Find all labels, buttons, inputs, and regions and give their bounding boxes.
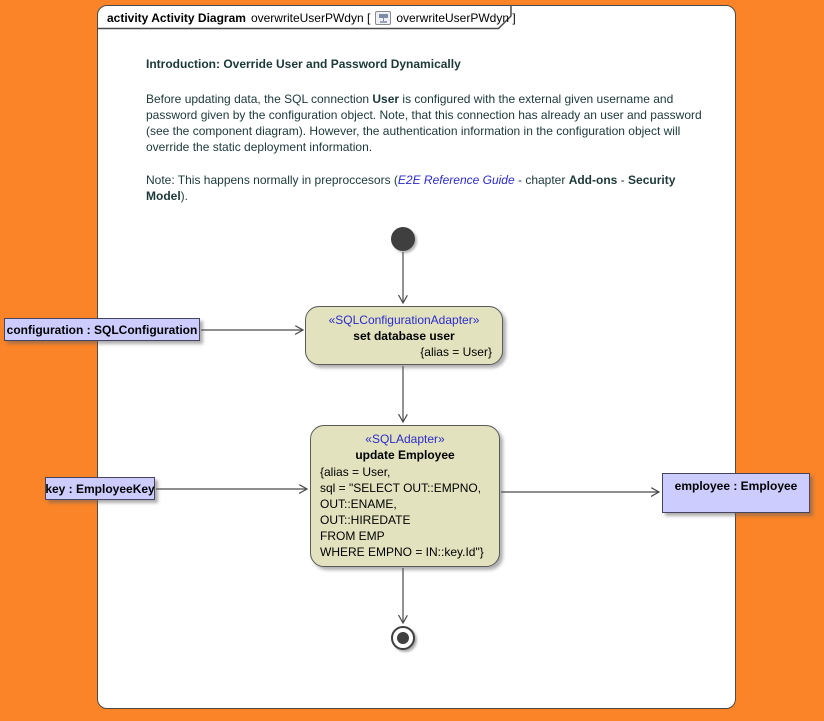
sql-constraint-line: {alias = User, (320, 465, 391, 479)
note-text: Note: This happens normally in preproccesors ( (146, 173, 398, 187)
sql-constraint-line: OUT::HIREDATE (320, 513, 411, 527)
stereotype-label: «SQLAdapter» (365, 432, 445, 446)
final-node-dot (397, 632, 409, 644)
intro-note-paragraph (146, 172, 712, 204)
intro-text-block (146, 56, 712, 221)
sql-constraint-line: OUT::ENAME, (320, 497, 397, 511)
note-text3: - (617, 173, 629, 187)
note-bold-security-model: Security Model (146, 173, 676, 203)
intro-p1-text2: is configured with the external given username and password given by the configuration object. Note, that this connection has already an user and password (see the component diagram). However, the authentication information in the configuration object will override the static deployment information. (146, 92, 702, 154)
action-update-employee[interactable] (310, 425, 500, 567)
intro-paragraph (146, 91, 712, 155)
note-text4: ). (180, 189, 189, 203)
action-set-database-user[interactable] (305, 306, 503, 365)
final-node[interactable] (391, 626, 415, 650)
object-node-label: key : EmployeeKey (45, 481, 155, 496)
sql-constraint-line: sql = "SELECT OUT::EMPNO, (320, 481, 482, 495)
note-text2: - chapter (514, 173, 569, 187)
intro-heading: Introduction: Override User and Password Dynamically (146, 57, 461, 71)
object-node-employee[interactable] (662, 473, 810, 513)
intro-p1-bold-user: User (372, 92, 400, 106)
object-node-label: configuration : SQLConfiguration (6, 322, 198, 337)
activity-diagram-icon (375, 11, 391, 25)
sql-constraint-block (311, 463, 499, 560)
intro-p1-text: Before updating data, the SQL connection (146, 92, 373, 106)
frame-title (107, 10, 516, 26)
stereotype-label: «SQLConfigurationAdapter» (328, 313, 480, 327)
note-bold-addons: Add-ons (568, 173, 618, 187)
sql-constraint-line: WHERE EMPNO = IN::key.Id"} (320, 545, 484, 559)
frame-title-name-right: overwriteUserPWdyn ] (396, 11, 516, 25)
frame-title-keyword: activity Activity Diagram (107, 11, 246, 25)
reference-guide-link[interactable]: E2E Reference Guide (397, 173, 515, 187)
object-node-label: employee : Employee (674, 479, 798, 493)
frame-title-name-left: overwriteUserPWdyn [ (250, 11, 371, 25)
initial-node[interactable] (391, 227, 415, 251)
object-node-configuration[interactable] (4, 318, 200, 341)
action-name: set database user (353, 329, 455, 343)
sql-constraint-line: FROM EMP (320, 529, 385, 543)
action-name: update Employee (355, 448, 455, 462)
constraint-label: {alias = User} (420, 345, 492, 359)
object-node-key[interactable] (45, 477, 155, 500)
